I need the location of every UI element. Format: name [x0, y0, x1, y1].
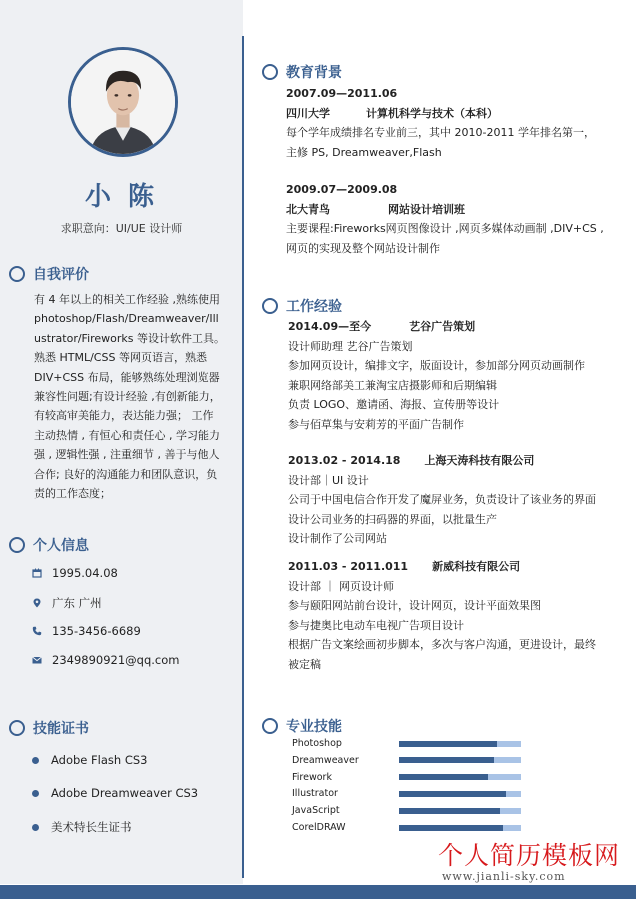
work-date: 2011.03 - 2011.011 [288, 560, 409, 573]
skill-bar-fill [399, 791, 506, 797]
education-entry [286, 84, 616, 162]
work-company: 新威科技有限公司 [432, 560, 521, 573]
skill-name: Illustrator [292, 788, 338, 800]
skill-name: CorelDRAW [292, 822, 346, 833]
skill-bar-fill [399, 774, 488, 780]
ring-icon [262, 718, 278, 734]
self-eval-line: photoshop/Flash/Dreamweaver/Ill [34, 312, 219, 326]
skill-bar [399, 808, 521, 814]
work-detail: 参与佰草集与安莉芳的平面广告制作 [288, 417, 464, 431]
skill-bar-fill [399, 741, 497, 747]
work-detail: 设计部 ｜ 网页设计师 [288, 579, 394, 593]
birthday-row [32, 566, 118, 580]
certificate-item [32, 753, 147, 767]
bullet-dot-icon [32, 790, 39, 797]
work-detail: 根据广告文案绘画初步脚本，多次与客户沟通，更进设计，最终 [288, 638, 596, 651]
education-school-line [286, 104, 616, 124]
work-detail: 负责 LOGO、邀请函、海报、宣传册等设计 [288, 398, 500, 411]
education-school: 北大青鸟 [286, 202, 330, 216]
location-pin-icon [32, 598, 42, 608]
skill-row [292, 755, 521, 766]
self-eval-line: 主动热情 , 有恒心和责任心 , 学习能力 [34, 428, 220, 442]
education-date: 2007.09—2011.06 [286, 87, 398, 100]
skill-row [292, 822, 521, 833]
work-detail: 参加网页设计，编排文字，版面设计，参加部分网页动画制作 [288, 359, 585, 372]
skill-bar [399, 757, 521, 763]
education-major: 计算机科学与技术（本科） [366, 106, 498, 120]
skill-row [292, 738, 521, 749]
personal-info-title: 个人信息 [33, 538, 89, 554]
skill-name: Firework [292, 771, 332, 783]
work-detail: 设计部｜UI 设计 [288, 473, 369, 487]
self-eval-line: 熟悉 HTML/CSS 等网页语言，熟悉 [34, 351, 207, 365]
education-entry [286, 180, 616, 258]
education-detail: 网页的实现及整个网站设计制作 [286, 241, 440, 255]
work-detail: 设计师助理 艺谷广告策划 [288, 339, 413, 353]
skill-row [292, 805, 521, 816]
location-row [32, 595, 102, 611]
education-detail: 主要课程:Fireworks网页图像设计 ,网页多媒体动画制 ,DIV+CS , [286, 222, 604, 235]
bullet-dot-icon [32, 824, 39, 831]
work-date-line [288, 317, 618, 337]
bullet-dot-icon [32, 757, 39, 764]
ring-icon [9, 720, 25, 736]
skills-header [262, 716, 342, 736]
self-eval-text [34, 290, 226, 503]
work-title: 工作经验 [286, 299, 342, 315]
education-detail: 每个学年成绩排名专业前三，其中 2010-2011 学年排名第一， [286, 126, 595, 139]
skill-row [292, 788, 521, 799]
self-eval-line: ustrator/Fireworks 等设计软件工具。 [34, 331, 226, 345]
work-detail: 设计公司业务的扫码器的界面，以批量生产 [288, 512, 497, 526]
education-major: 网站设计培训班 [388, 202, 465, 216]
skill-bar [399, 741, 521, 747]
phone-icon [32, 626, 42, 636]
ring-icon [9, 266, 25, 282]
work-date-line [288, 557, 618, 577]
education-school: 四川大学 [286, 106, 330, 120]
skill-bar [399, 774, 521, 780]
education-title: 教育背景 [286, 65, 342, 81]
birthday-value: 1995.04.08 [52, 566, 118, 580]
education-school-line [286, 200, 616, 220]
work-detail: 被定稿 [288, 657, 321, 671]
skill-bar-fill [399, 757, 494, 763]
bottom-bar [0, 885, 636, 899]
self-eval-line: 合作; 良好的沟通能力和团队意识，负 [34, 467, 218, 481]
self-eval-title: 自我评价 [33, 267, 89, 283]
phone-row [32, 624, 141, 638]
avatar-portrait [71, 50, 175, 154]
ring-icon [262, 64, 278, 80]
skill-name: Photoshop [292, 738, 342, 749]
work-detail: 参与捷奥比电动车电视广告项目设计 [288, 618, 464, 632]
skill-bar-fill [399, 825, 503, 831]
watermark-url: www.jianli-sky.com [442, 870, 566, 883]
skill-name: Dreamweaver [292, 754, 359, 766]
skill-bar [399, 791, 521, 797]
email-value: 2349890921@qq.com [52, 653, 180, 667]
phone-value: 135-3456-6689 [52, 624, 141, 638]
self-eval-header [9, 264, 89, 284]
person-name: 小 陈 [84, 182, 159, 212]
certificates-title: 技能证书 [33, 721, 89, 737]
work-detail: 兼职网络部美工兼淘宝店摄影师和后期编辑 [288, 378, 497, 392]
divider-line [242, 36, 244, 878]
ring-icon [262, 298, 278, 314]
work-detail: 设计制作了公司网站 [288, 532, 387, 545]
skill-bar-fill [399, 808, 500, 814]
avatar [68, 47, 178, 157]
self-eval-line: 兼容性问题;有设计经验 ,有创新能力， [34, 390, 221, 404]
ring-icon [9, 537, 25, 553]
education-detail: 主修 PS, Dreamweaver,Flash [286, 145, 442, 159]
skills-title: 专业技能 [286, 719, 342, 735]
certificates-header [9, 718, 89, 738]
work-date-line [288, 451, 618, 471]
work-company: 上海天涛科技有限公司 [424, 454, 535, 467]
work-header [262, 296, 342, 316]
mail-icon [32, 655, 42, 665]
self-eval-line: 有较高审美能力，表达能力强； 工作 [34, 409, 214, 423]
work-entry [288, 557, 618, 674]
job-intent: 求职意向：UI/UE 设计师 [60, 222, 183, 235]
certificate-label: 美术特长生证书 [51, 820, 132, 834]
work-detail: 参与颐阳网站前台设计，设计网页，设计平面效果图 [288, 599, 541, 612]
certificate-label: Adobe Dreamweaver CS3 [51, 786, 199, 800]
work-company: 艺谷广告策划 [409, 320, 476, 333]
email-row [32, 653, 179, 667]
self-eval-line: DIV+CSS 布局，能够熟练处理浏览器 [34, 370, 220, 384]
certificate-item [32, 819, 132, 835]
work-date: 2013.02 - 2014.18 [288, 454, 401, 467]
education-header [262, 62, 342, 82]
work-date: 2014.09—至今 [288, 320, 372, 333]
personal-info-header [9, 535, 89, 555]
work-detail: 公司于中国电信合作开发了魔屏业务，负责设计了该业务的界面 [288, 493, 596, 506]
watermark-title: 个人简历模板网 [438, 841, 621, 870]
skill-row [292, 772, 521, 783]
skill-bar [399, 825, 521, 831]
work-entry [288, 451, 618, 549]
skill-name: JavaScript [292, 805, 340, 817]
self-eval-line: 强 , 逻辑性强 , 注重细节 , 善于与他人 [34, 448, 220, 462]
work-entry [288, 317, 618, 434]
self-eval-line: 有 4 年以上的相关工作经验 ,熟练使用 [34, 293, 220, 306]
certificate-item [32, 786, 198, 800]
location-value: 广东 广州 [52, 596, 102, 610]
self-eval-line: 责的工作态度； [34, 487, 111, 501]
certificate-label: Adobe Flash CS3 [51, 753, 148, 767]
education-date: 2009.07—2009.08 [286, 183, 398, 196]
calendar-icon [32, 568, 42, 578]
